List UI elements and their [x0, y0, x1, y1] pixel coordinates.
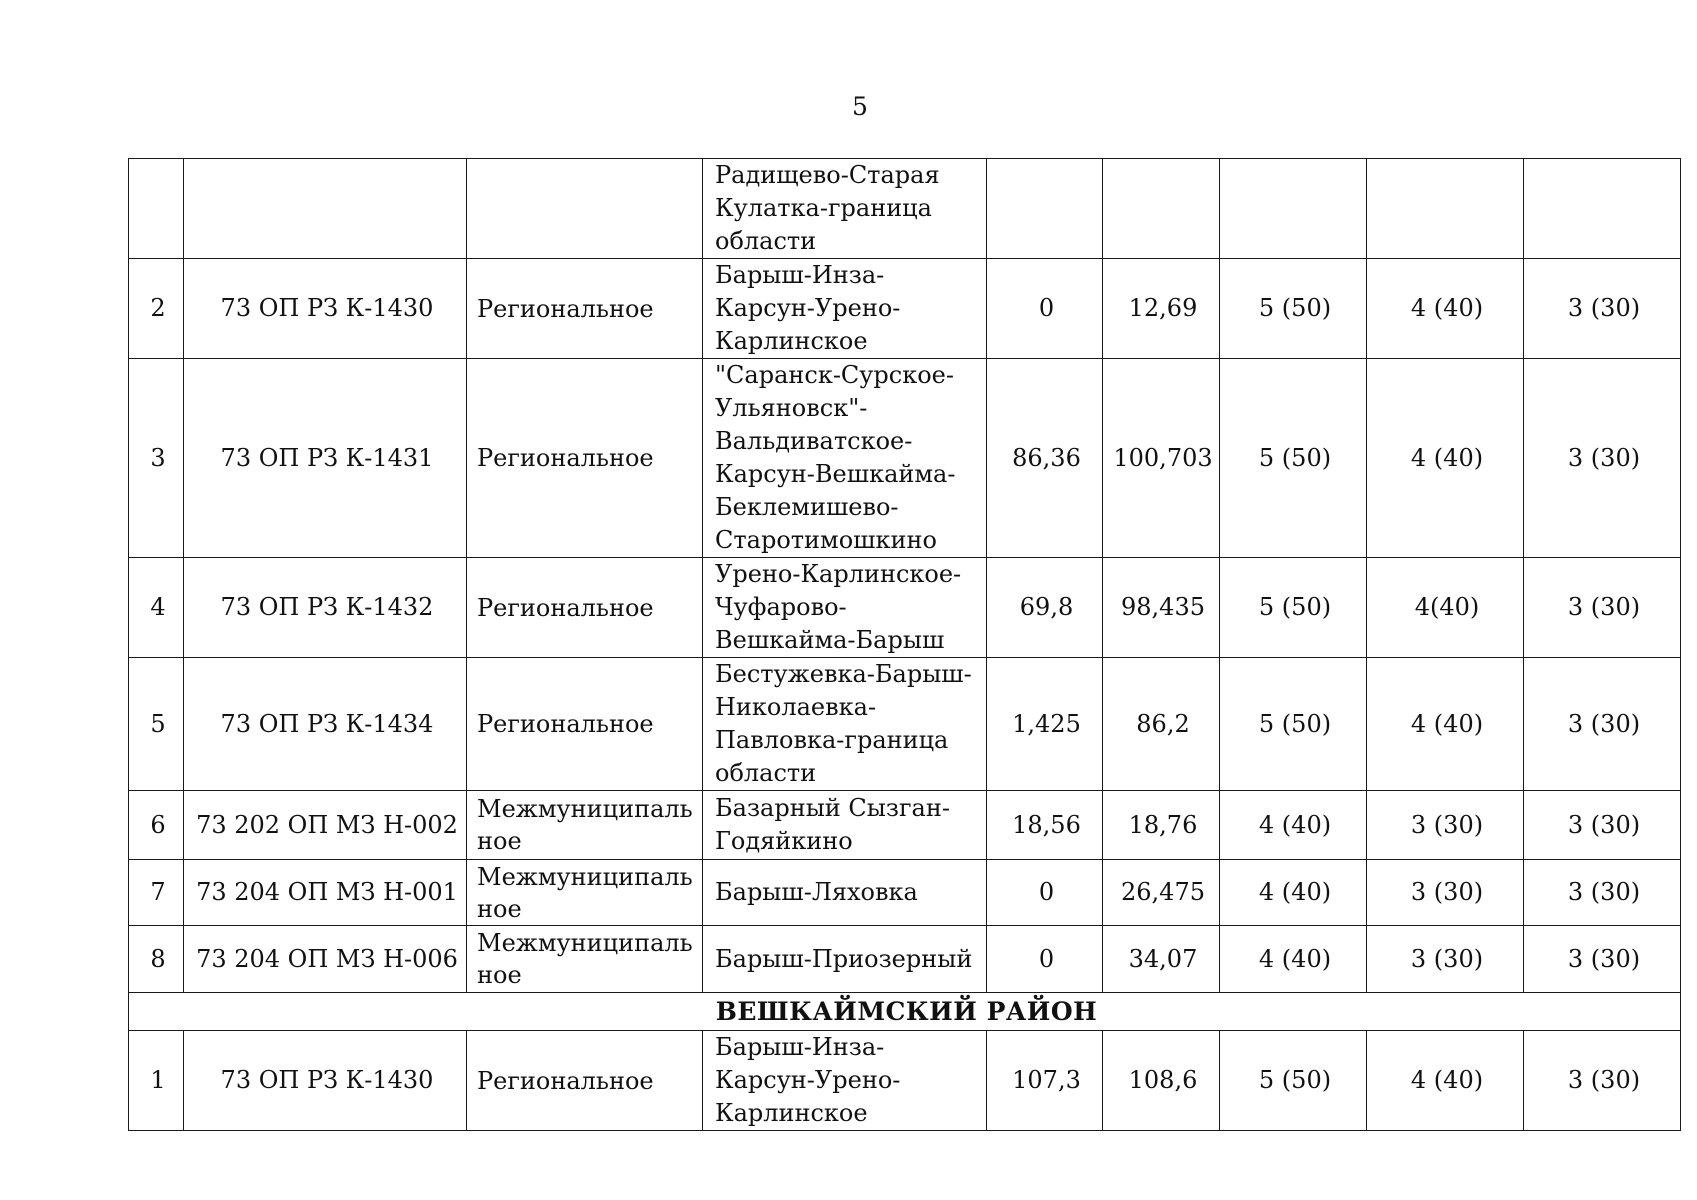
- cell-road-name: "Саранск-Сурское- Ульяновск"- Вальдиватское- Карсун-Вешкайма- Беклемишево- Старотимошкино: [703, 359, 987, 558]
- cell-number: 2: [129, 259, 184, 359]
- cell-value-1: 5 (50): [1220, 658, 1367, 791]
- cell-road-name: Барыш-Приозерный: [703, 926, 987, 993]
- cell-end-km: 100,703: [1103, 359, 1220, 558]
- cell-end-km: 86,2: [1103, 658, 1220, 791]
- cell-start-km: 0: [987, 860, 1103, 926]
- cell-value-1: 5 (50): [1220, 1031, 1367, 1131]
- cell-value-2: [1367, 159, 1524, 259]
- cell-road-name: Барыш-Ляховка: [703, 860, 987, 926]
- cell-number: 8: [129, 926, 184, 993]
- cell-value-3: [1524, 159, 1681, 259]
- cell-start-km: 86,36: [987, 359, 1103, 558]
- cell-road-name: Барыш-Инза- Карсун-Урено- Карлинское: [703, 259, 987, 359]
- cell-end-km: 12,69: [1103, 259, 1220, 359]
- cell-road-type: Региональное: [467, 359, 703, 558]
- section-title: ВЕШКАЙМСКИЙ РАЙОН: [129, 993, 1681, 1031]
- cell-value-1: 5 (50): [1220, 558, 1367, 658]
- cell-value-3: 3 (30): [1524, 791, 1681, 860]
- cell-value-1: 4 (40): [1220, 926, 1367, 993]
- cell-value-1: [1220, 159, 1367, 259]
- cell-road-name: Барыш-Инза- Карсун-Урено- Карлинское: [703, 1031, 987, 1131]
- cell-code: 73 ОП РЗ К-1430: [184, 1031, 467, 1131]
- cell-number: 5: [129, 658, 184, 791]
- cell-value-2: 3 (30): [1367, 860, 1524, 926]
- cell-code: 73 ОП РЗ К-1430: [184, 259, 467, 359]
- table-row: [129, 926, 1681, 993]
- cell-road-name: Радищево-Старая Кулатка-граница области: [703, 159, 987, 259]
- cell-start-km: 107,3: [987, 1031, 1103, 1131]
- table-row: [129, 558, 1681, 658]
- cell-road-name: Базарный Сызган- Годяйкино: [703, 791, 987, 860]
- cell-road-type: Межмуниципаль ное: [467, 860, 703, 926]
- cell-number: 6: [129, 791, 184, 860]
- cell-road-type: Межмуниципаль ное: [467, 791, 703, 860]
- cell-value-2: 4 (40): [1367, 658, 1524, 791]
- cell-value-3: 3 (30): [1524, 259, 1681, 359]
- cell-start-km: [987, 159, 1103, 259]
- page-number: 5: [852, 92, 868, 121]
- cell-value-2: 4(40): [1367, 558, 1524, 658]
- cell-end-km: 18,76: [1103, 791, 1220, 860]
- cell-end-km: [1103, 159, 1220, 259]
- cell-number: 3: [129, 359, 184, 558]
- cell-value-3: 3 (30): [1524, 658, 1681, 791]
- cell-road-type: Региональное: [467, 658, 703, 791]
- cell-road-type: Региональное: [467, 1031, 703, 1131]
- cell-road-name: Урено-Карлинское- Чуфарово- Вешкайма-Барыш: [703, 558, 987, 658]
- cell-value-1: 4 (40): [1220, 860, 1367, 926]
- cell-code: 73 ОП РЗ К-1431: [184, 359, 467, 558]
- cell-value-2: 3 (30): [1367, 926, 1524, 993]
- cell-start-km: 18,56: [987, 791, 1103, 860]
- cell-value-2: 4 (40): [1367, 259, 1524, 359]
- cell-value-2: 4 (40): [1367, 1031, 1524, 1131]
- cell-road-name: Бестужевка-Барыш- Николаевка- Павловка-граница области: [703, 658, 987, 791]
- cell-end-km: 108,6: [1103, 1031, 1220, 1131]
- cell-value-1: 5 (50): [1220, 359, 1367, 558]
- cell-value-3: 3 (30): [1524, 926, 1681, 993]
- cell-code: 73 202 ОП МЗ Н-002: [184, 791, 467, 860]
- cell-number: 4: [129, 558, 184, 658]
- table-row: [129, 658, 1681, 791]
- section-header-row: [129, 993, 1681, 1031]
- cell-value-2: 4 (40): [1367, 359, 1524, 558]
- cell-code: 73 ОП РЗ К-1434: [184, 658, 467, 791]
- cell-road-type: Региональное: [467, 558, 703, 658]
- table-row: [129, 1031, 1681, 1131]
- cell-number: 7: [129, 860, 184, 926]
- cell-number: 1: [129, 1031, 184, 1131]
- cell-value-3: 3 (30): [1524, 359, 1681, 558]
- cell-road-type: Межмуниципаль ное: [467, 926, 703, 993]
- cell-value-2: 3 (30): [1367, 791, 1524, 860]
- table-row: [129, 359, 1681, 558]
- cell-end-km: 26,475: [1103, 860, 1220, 926]
- cell-start-km: 0: [987, 259, 1103, 359]
- cell-code: 73 204 ОП МЗ Н-006: [184, 926, 467, 993]
- table-row: [129, 860, 1681, 926]
- cell-code: 73 204 ОП МЗ Н-001: [184, 860, 467, 926]
- cell-road-type: [467, 159, 703, 259]
- cell-end-km: 34,07: [1103, 926, 1220, 993]
- cell-start-km: 0: [987, 926, 1103, 993]
- cell-road-type: Региональное: [467, 259, 703, 359]
- table-row: [129, 259, 1681, 359]
- cell-value-3: 3 (30): [1524, 1031, 1681, 1131]
- cell-value-3: 3 (30): [1524, 558, 1681, 658]
- cell-value-1: 4 (40): [1220, 791, 1367, 860]
- table-row: [129, 791, 1681, 860]
- roads-table: [128, 158, 1681, 1131]
- cell-value-1: 5 (50): [1220, 259, 1367, 359]
- cell-number: [129, 159, 184, 259]
- cell-value-3: 3 (30): [1524, 860, 1681, 926]
- table-row: [129, 159, 1681, 259]
- cell-end-km: 98,435: [1103, 558, 1220, 658]
- cell-code: 73 ОП РЗ К-1432: [184, 558, 467, 658]
- cell-code: [184, 159, 467, 259]
- cell-start-km: 69,8: [987, 558, 1103, 658]
- cell-start-km: 1,425: [987, 658, 1103, 791]
